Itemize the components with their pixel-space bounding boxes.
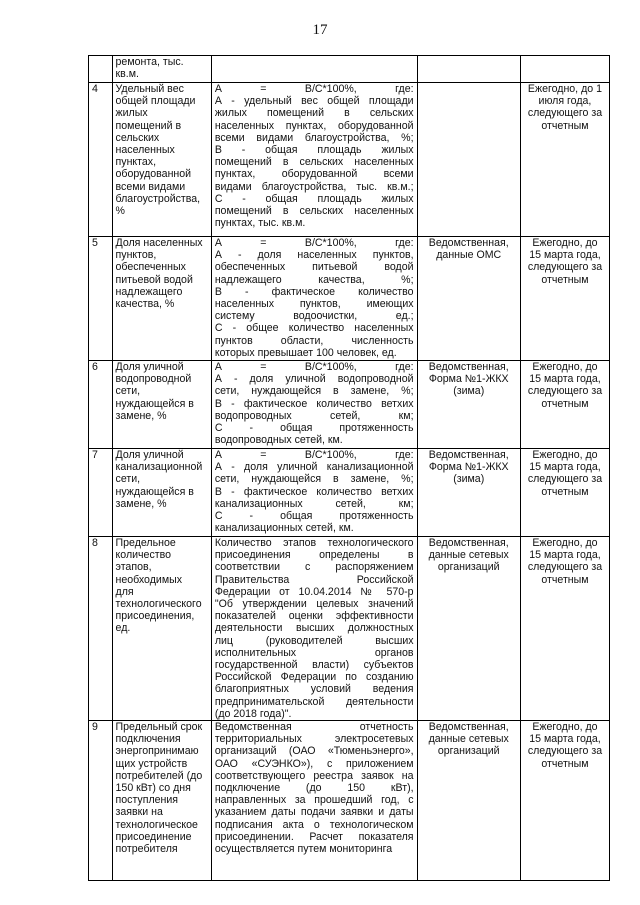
data-source-line: данные сетевых [428, 549, 509, 562]
calculation-method-cell [211, 721, 417, 881]
indicator-name-line: ремонта, тыс. [115, 56, 184, 68]
calculation-method-line: видами благоустройства, тыс. кв.м.; [214, 180, 414, 193]
reporting-period-line: Ежегодно, до 1 [527, 83, 602, 95]
reporting-period-cell [520, 449, 609, 537]
indicator-name-cell [112, 449, 211, 537]
reporting-period-line: следующего за [527, 561, 603, 574]
indicator-name-line: обеспеченных [115, 261, 186, 274]
data-source-line: Ведомственная, [428, 537, 509, 549]
table-row [89, 83, 610, 237]
indicators-table [88, 55, 610, 881]
table-row [89, 237, 610, 361]
data-source-line: организаций [437, 745, 500, 758]
page-number: 17 [312, 22, 328, 38]
indicator-name-line: технологического [115, 598, 202, 611]
indicator-name-line: благоустройства, [115, 192, 201, 205]
calculation-method-line: водопроводных сетей, км; [214, 409, 414, 422]
calculation-method-line: С - общая протяженность [214, 422, 414, 435]
table-row [89, 361, 610, 449]
calculation-method-line: помещений в сельских населенных [214, 156, 414, 169]
data-source-cell [417, 56, 520, 83]
data-source-line: Форма №1-ЖКХ [428, 461, 509, 474]
reporting-period-line: Ежегодно, до [532, 449, 598, 461]
indicator-name-line: нуждающейся в [115, 485, 194, 498]
calculation-method-line: всеми видами благоустройства, %; [214, 131, 414, 144]
indicator-name-line: потребителей (до [115, 769, 203, 782]
calculation-method-cell [211, 361, 417, 449]
reporting-period-line: следующего за [527, 107, 603, 120]
calculation-method-line: населенных пунктов, имеющих [214, 298, 414, 311]
row-number: 9 [89, 721, 113, 881]
indicator-name-line: пунктах, [115, 156, 157, 169]
reporting-period-line: 15 марта года, [529, 549, 601, 562]
row-number: 6 [89, 361, 113, 449]
indicator-name-line: необходимых [115, 573, 183, 586]
calculation-method-cell [211, 237, 417, 361]
indicator-name-cell [112, 83, 211, 237]
indicator-name-line: Удельный вес [115, 83, 184, 95]
calculation-method-line: деятельности высших должностных [214, 622, 414, 635]
data-source-line: (зима) [453, 385, 485, 398]
indicator-name-line: Предельное [115, 537, 176, 549]
indicator-name-line: % [115, 205, 125, 218]
indicator-name-line: надлежащего [115, 285, 183, 298]
indicator-name-line: всеми видами [115, 180, 186, 193]
indicator-name-line: технологическое [115, 818, 198, 831]
calculation-method-cell [211, 449, 417, 537]
calculation-method-line: государственной власти) субъектов [214, 659, 414, 672]
calculation-method-line: исполнительных органов [214, 646, 414, 659]
indicator-name-line: сети, нуждающейся в [115, 385, 194, 410]
calculation-method-line: предпринимательской деятельности [214, 695, 414, 708]
data-source-line: (зима) [453, 473, 485, 486]
reporting-period-cell [520, 361, 609, 449]
calculation-method-line: надлежащего качества, %; [214, 273, 414, 286]
calculation-method-cell [211, 83, 417, 237]
indicator-name-line: присоединения, [115, 610, 195, 623]
reporting-period-line: 15 марта года, [529, 373, 601, 386]
calculation-method-line: С - общее количество населенных [214, 322, 414, 335]
data-source-line: Ведомственная, [428, 449, 509, 461]
calculation-method-line: (до 2018 года)". [214, 707, 292, 720]
data-source-line: организаций [437, 561, 500, 574]
table-row [89, 56, 610, 83]
reporting-period-cell [520, 237, 609, 361]
calculation-method-line: пунктов области, численность [214, 334, 414, 347]
indicator-name-line: кв.м. [115, 68, 139, 81]
indicator-name-line: Предельный срок [115, 721, 203, 734]
table-row [89, 537, 610, 721]
calculation-method-line: В - фактическое количество ветхих [214, 397, 414, 410]
calculation-method-line: помещений в сельских населенных [214, 205, 414, 218]
indicator-name-cell [112, 537, 211, 721]
calculation-method-line: организаций (ОАО «Тюменьэнерго», [214, 745, 414, 758]
calculation-method-line: А = В/С*100%, где: [214, 449, 414, 461]
indicator-name-line: замене, % [115, 497, 167, 510]
indicator-name-line: пунктов, [115, 249, 157, 262]
calculation-method-line: В - фактическое количество [214, 285, 414, 298]
reporting-period-line: 15 марта года, [529, 461, 601, 474]
indicator-name-line: присоединение [115, 830, 192, 843]
indicator-name-line: 150 кВт) со дня [115, 782, 191, 795]
row-number: 8 [89, 537, 113, 721]
indicator-name-line: водопроводной [115, 373, 192, 386]
calculation-method-line: лиц (руководителей высших [214, 634, 414, 647]
calculation-method-line: Ведомственная отчетность [214, 721, 414, 734]
indicator-name-line: для [115, 585, 134, 598]
indicator-name-cell [112, 56, 211, 83]
data-source-cell [417, 449, 520, 537]
calculation-method-line: канализационных сетей, км. [214, 522, 354, 535]
indicator-name-line: жилых [115, 107, 148, 120]
calculation-method-line: благоприятных условий ведения [214, 683, 414, 696]
calculation-method-line: которых превышает 100 человек, ед. [214, 346, 397, 359]
calculation-method-line: Российской Федерации по созданию [214, 671, 414, 684]
calculation-method-line: С - общая протяженность [214, 510, 414, 523]
indicator-name-line: подключения [115, 733, 181, 746]
calculation-method-line: соответствующего реестра заявок на [214, 769, 414, 782]
data-source-line: Ведомственная, [428, 361, 509, 373]
calculation-method-line: показателей оценки эффективности [214, 610, 414, 623]
calculation-method-line: Федерации от 10.04.2014 № 570-р [214, 585, 414, 598]
indicator-name-line: помещений в [115, 119, 182, 132]
calculation-method-line: территориальных электросетевых [214, 733, 414, 746]
reporting-period-line: отчетным [541, 573, 589, 586]
indicator-name-line: оборудованной [115, 168, 192, 181]
calculation-method-line: В - общая площадь жилых [214, 144, 414, 157]
reporting-period-line: отчетным [541, 757, 589, 770]
calculation-method-line: канализационных сетей, км; [214, 497, 414, 510]
calculation-method-line: систему водоочистки, ед.; [214, 310, 414, 323]
calculation-method-line: направленных за прошедший год, с [214, 794, 414, 807]
row-number: 4 [89, 83, 113, 237]
data-source-line: данные сетевых [428, 733, 509, 746]
calculation-method-line: "Об утверждении целевых значений [214, 598, 414, 611]
data-source-cell [417, 361, 520, 449]
row-number: 7 [89, 449, 113, 537]
calculation-method-line: А - доля уличной канализационной [214, 461, 414, 474]
calculation-method-line: соответствии с распоряжением [214, 561, 414, 574]
reporting-period-line: следующего за [527, 473, 603, 486]
data-source-cell [417, 237, 520, 361]
indicator-name-line: сети, [115, 473, 141, 486]
calculation-method-line: А - доля уличной водопроводной [214, 373, 414, 386]
calculation-method-line: А = В/С*100%, где: [214, 237, 414, 249]
calculation-method-line: сети, нуждающейся в замене, %; [214, 473, 414, 486]
reporting-period-line: Ежегодно, до [532, 361, 598, 373]
reporting-period-line: отчетным [541, 485, 589, 498]
table-row [89, 449, 610, 537]
indicator-name-cell [112, 237, 211, 361]
indicator-name-line: Доля населенных [115, 237, 203, 249]
indicator-name-line: качества, % [115, 298, 175, 311]
indicator-name-line: замене, % [115, 409, 167, 422]
reporting-period-line: отчетным [541, 397, 589, 410]
indicator-name-line: щих устройств [115, 757, 188, 770]
indicator-name-line: Доля уличной [115, 449, 184, 461]
calculation-method-line: Количество этапов технологического [214, 537, 414, 549]
indicator-name-line: общей площади [115, 95, 196, 108]
calculation-method-line: указанием даты подачи заявки и даты [214, 806, 414, 819]
calculation-method-line: присоединения определены в [214, 549, 414, 562]
indicator-name-line: количество [115, 549, 172, 562]
table-row [89, 721, 610, 881]
reporting-period-line: следующего за [527, 385, 603, 398]
indicator-name-line: питьевой водой [115, 273, 193, 286]
indicator-name-cell [112, 361, 211, 449]
data-source-cell [417, 721, 520, 881]
calculation-method-line: А - удельный вес общей площади [214, 95, 414, 108]
calculation-method-line: пунктах, оборудованной всеми [214, 168, 414, 181]
indicator-name-line: поступления [115, 794, 179, 807]
reporting-period-line: июля года, [538, 95, 592, 108]
indicator-name-line: населенных [115, 144, 175, 157]
reporting-period-line: 15 марта года, [529, 733, 601, 746]
reporting-period-line: 15 марта года, [529, 249, 601, 262]
calculation-method-line: ОАО «СУЭНКО»), с приложением [214, 757, 414, 770]
calculation-method-line: А - доля населенных пунктов, [214, 249, 414, 262]
reporting-period-cell [520, 537, 609, 721]
calculation-method-line: жилых помещений в сельских [214, 107, 414, 120]
reporting-period-line: Ежегодно, до [532, 721, 598, 734]
indicator-name-line: канализационной [115, 461, 203, 474]
calculation-method-line: присоединении. Расчет показателя [214, 830, 414, 843]
calculation-method-line: обеспеченных питьевой водой [214, 261, 414, 274]
row-number: 5 [89, 237, 113, 361]
calculation-method-line: населенных пунктах, оборудованной [214, 119, 414, 132]
row-number [89, 56, 113, 83]
indicator-name-line: сельских [115, 131, 160, 144]
reporting-period-line: следующего за [527, 261, 603, 274]
calculation-method-line: А = В/С*100%, где: [214, 83, 414, 95]
reporting-period-cell [520, 83, 609, 237]
reporting-period-cell [520, 721, 609, 881]
calculation-method-line: водопроводных сетей, км. [214, 434, 343, 447]
calculation-method-line: А = В/С*100%, где: [214, 361, 414, 373]
indicator-name-line: Доля уличной [115, 361, 184, 373]
calculation-method-line: пунктах, тыс. кв.м. [214, 217, 306, 230]
calculation-method-line: С - общая площадь жилых [214, 192, 414, 205]
data-source-cell [417, 537, 520, 721]
calculation-method-cell [211, 537, 417, 721]
reporting-period-cell [520, 56, 609, 83]
indicator-name-line: энергопринимаю [115, 745, 199, 758]
data-source-line: Ведомственная, [428, 237, 509, 249]
reporting-period-line: следующего за [527, 745, 603, 758]
calculation-method-line: В - фактическое количество ветхих [214, 485, 414, 498]
reporting-period-line: отчетным [541, 119, 589, 132]
indicator-name-line: потребителя [115, 843, 178, 856]
reporting-period-line: отчетным [541, 273, 589, 286]
indicator-name-line: ед. [115, 622, 131, 635]
calculation-method-line: подписания акта о технологическом [214, 818, 414, 831]
data-source-line: Форма №1-ЖКХ [428, 373, 509, 386]
calculation-method-line: Правительства Российской [214, 573, 414, 586]
data-source-line: данные ОМС [436, 249, 502, 262]
indicator-name-cell [112, 721, 211, 881]
indicator-name-line: заявки на [115, 806, 163, 819]
data-source-line: Ведомственная, [428, 721, 509, 734]
data-source-cell [417, 83, 520, 237]
calculation-method-cell [211, 56, 417, 83]
reporting-period-line: Ежегодно, до [532, 537, 598, 549]
indicator-name-line: этапов, [115, 561, 152, 574]
calculation-method-line: осуществляется путем мониторинга [214, 843, 393, 856]
calculation-method-line: сети, нуждающейся в замене, %; [214, 385, 414, 398]
reporting-period-line: Ежегодно, до [532, 237, 598, 249]
calculation-method-line: подключение (до 150 кВт), [214, 782, 414, 795]
